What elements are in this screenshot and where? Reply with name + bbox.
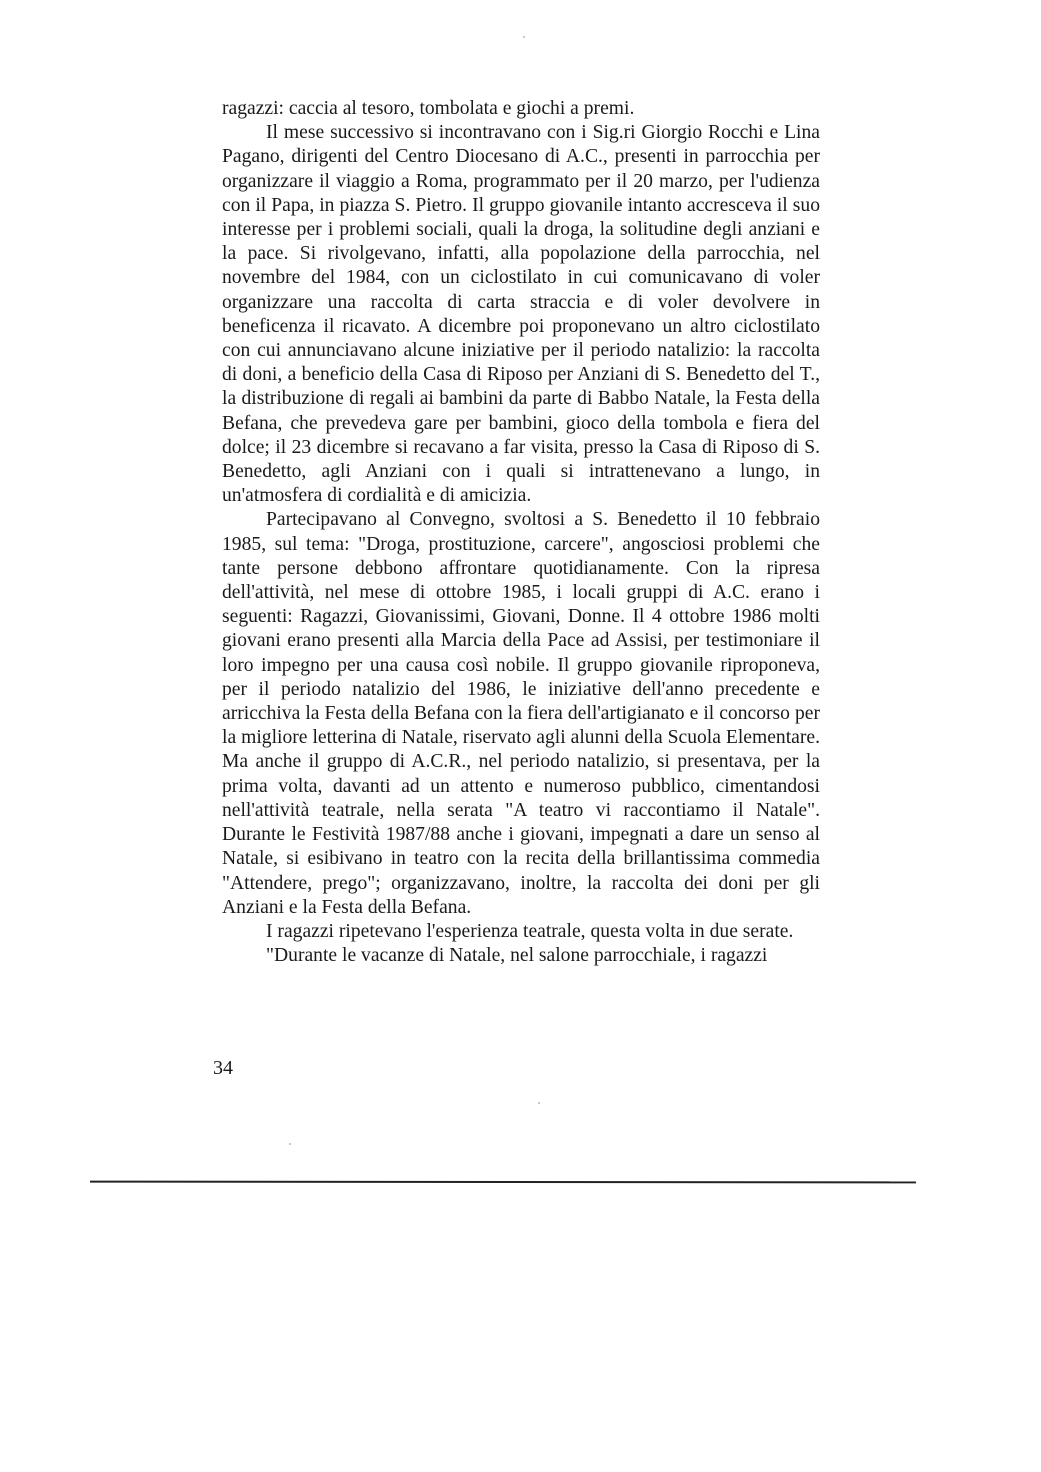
bottom-divider-line xyxy=(90,1181,916,1184)
paragraph-5: "Durante le vacanze di Natale, nel salone parrocchiale, i ragazzi xyxy=(266,945,768,967)
scan-speck xyxy=(538,1102,540,1104)
paragraph-1: ragazzi: caccia al tesoro, tombolata e giochi a premi. xyxy=(222,98,635,119)
body-text xyxy=(222,97,820,968)
paragraph-2: Il mese successivo si incontravano con i Sig.ri Giorgio Rocchi e Lina Pagano, dirigenti del Centro Diocesano di A.C., presenti in parrocchia per organizzare il viaggio a Roma, programmato per il 20 marzo, per l'udienza con il Papa, in piazza S. Pietro. Il gruppo giovanile intanto accresceva il suo interesse per i problemi sociali, quali la droga, la solitudine degli anziani e la pace. Si rivolgevano, infatti, alla popolazione della parrocchia, nel novembre del 1984, con un ciclostilato in cui comunicavano di voler organizzare una raccolta di carta straccia e di voler devolvere in beneficenza il ricavato. A dicembre poi proponevano un altro ciclostilato con cui annunciavano alcune iniziative per il periodo natalizio: la raccolta di doni, a beneficio della Casa di Riposo per Anziani di S. Benedetto del T., la distribuzione di regali ai bambini da parte di Babbo Natale, la Festa della Befana, che prevedeva gare per bambini, gioco della tombola e fiera del dolce; il 23 dicembre si recavano a far visita, presso la Casa di Riposo di S. Benedetto, agli Anziani con i quali si intrattenevano a lungo, in un'atmosfera di cordialità e di amicizia. xyxy=(222,122,820,507)
paragraph-4: I ragazzi ripetevano l'esperienza teatrale, questa volta in due serate. xyxy=(266,920,794,942)
scan-speck xyxy=(523,36,525,38)
paragraph-3: Partecipavano al Convegno, svoltosi a S. Benedetto il 10 febbraio 1985, sul tema: "Droga, prostituzione, carcere", angosciosi problemi che tante persone debbono affrontare quotidianamente. Con la ripresa dell'attività, nel mese di ottobre 1985, i locali gruppi di A.C. erano i seguenti: Ragazzi, Giovanissimi, Giovani, Donne. Il 4 ottobre 1986 molti giovani erano presenti alla Marcia della Pace ad Assisi, per testimoniare il loro impegno per una causa così nobile. Il gruppo giovanile riproponeva, per il periodo natalizio del 1986, le iniziative dell'anno precedente e arricchiva la Festa della Befana con la fiera dell'artigianato e il concorso per la migliore letterina di Natale, riservato agli alunni della Scuola Elementare. Ma anche il gruppo di A.C.R., nel periodo natalizio, si presentava, per la prima volta, davanti ad un attento e numeroso pubblico, cimentandosi nell'attività teatrale, nella serata "A teatro vi raccontiamo il Natale". Durante le Festività 1987/88 anche i giovani, impegnati a dare un senso al Natale, si esibivano in teatro con la recita della brillantissima commedia "Attendere, prego"; organizzavano, inoltre, la raccolta dei doni per gli Anziani e la Festa della Befana. xyxy=(222,509,820,918)
page-number: 34 xyxy=(213,1057,233,1079)
scan-speck xyxy=(289,1143,291,1145)
